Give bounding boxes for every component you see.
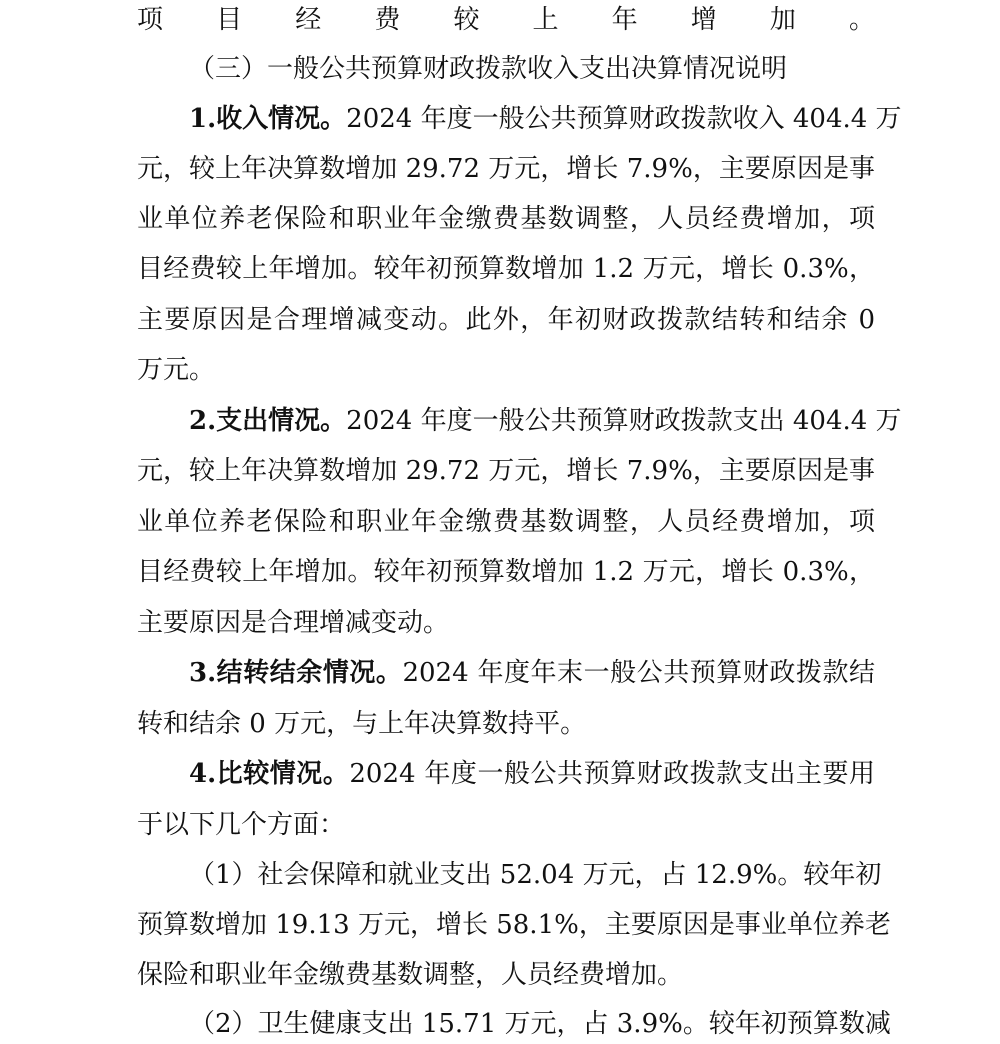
text-line: 目经费较上年增加。较年初预算数增加 1.2 万元，增长 0.3%， <box>137 557 875 587</box>
list-item-health: （2）卫生健康支出 15.71 万元，占 3.9%。较年初预算数减 <box>189 1009 891 1039</box>
text-line: 主要原因是合理增减变动。 <box>137 608 450 638</box>
paragraph-income-start: 1.收入情况。2024 年度一般公共预算财政拨款收入 404.4 万 <box>189 104 902 134</box>
list-item-social-security: （1）社会保障和就业支出 52.04 万元，占 12.9%。较年初 <box>189 860 882 890</box>
text-line: 项目经费较上年增加。 <box>137 5 875 35</box>
text-line: 万元。 <box>137 355 216 385</box>
paragraph-lead: 3.结转结余情况。 <box>189 658 403 688</box>
text-line: 于以下几个方面： <box>137 810 346 840</box>
text-line: 业单位养老保险和职业年金缴费基数调整，人员经费增加，项 <box>137 204 875 234</box>
paragraph-expense-start: 2.支出情况。2024 年度一般公共预算财政拨款支出 404.4 万 <box>189 406 902 436</box>
text-line: 主要原因是合理增减变动。此外，年初财政拨款结转和结余 0 <box>137 305 875 335</box>
text-line: 元，较上年决算数增加 29.72 万元，增长 7.9%，主要原因是事 <box>137 154 875 184</box>
text-line: 元，较上年决算数增加 29.72 万元，增长 7.9%，主要原因是事 <box>137 456 875 486</box>
section-heading: （三）一般公共预算财政拨款收入支出决算情况说明 <box>189 54 788 84</box>
paragraph-lead: 2.支出情况。 <box>189 406 347 436</box>
text-line: 目经费较上年增加。较年初预算数增加 1.2 万元，增长 0.3%， <box>137 254 875 284</box>
paragraph-lead: 4.比较情况。 <box>189 759 350 789</box>
text-line: 预算数增加 19.13 万元，增长 58.1%，主要原因是事业单位养老 <box>137 910 891 940</box>
text-line: 保险和职业年金缴费基数调整，人员经费增加。 <box>137 960 684 990</box>
text-line: 转和结余 0 万元，与上年决算数持平。 <box>137 709 587 739</box>
paragraph-carryover-start: 3.结转结余情况。2024 年度年末一般公共预算财政拨款结 <box>189 658 875 688</box>
text-line: 业单位养老保险和职业年金缴费基数调整，人员经费增加，项 <box>137 507 875 537</box>
paragraph-comparison-start: 4.比较情况。2024 年度一般公共预算财政拨款支出主要用 <box>189 759 875 789</box>
paragraph-lead: 1.收入情况。 <box>189 104 347 134</box>
